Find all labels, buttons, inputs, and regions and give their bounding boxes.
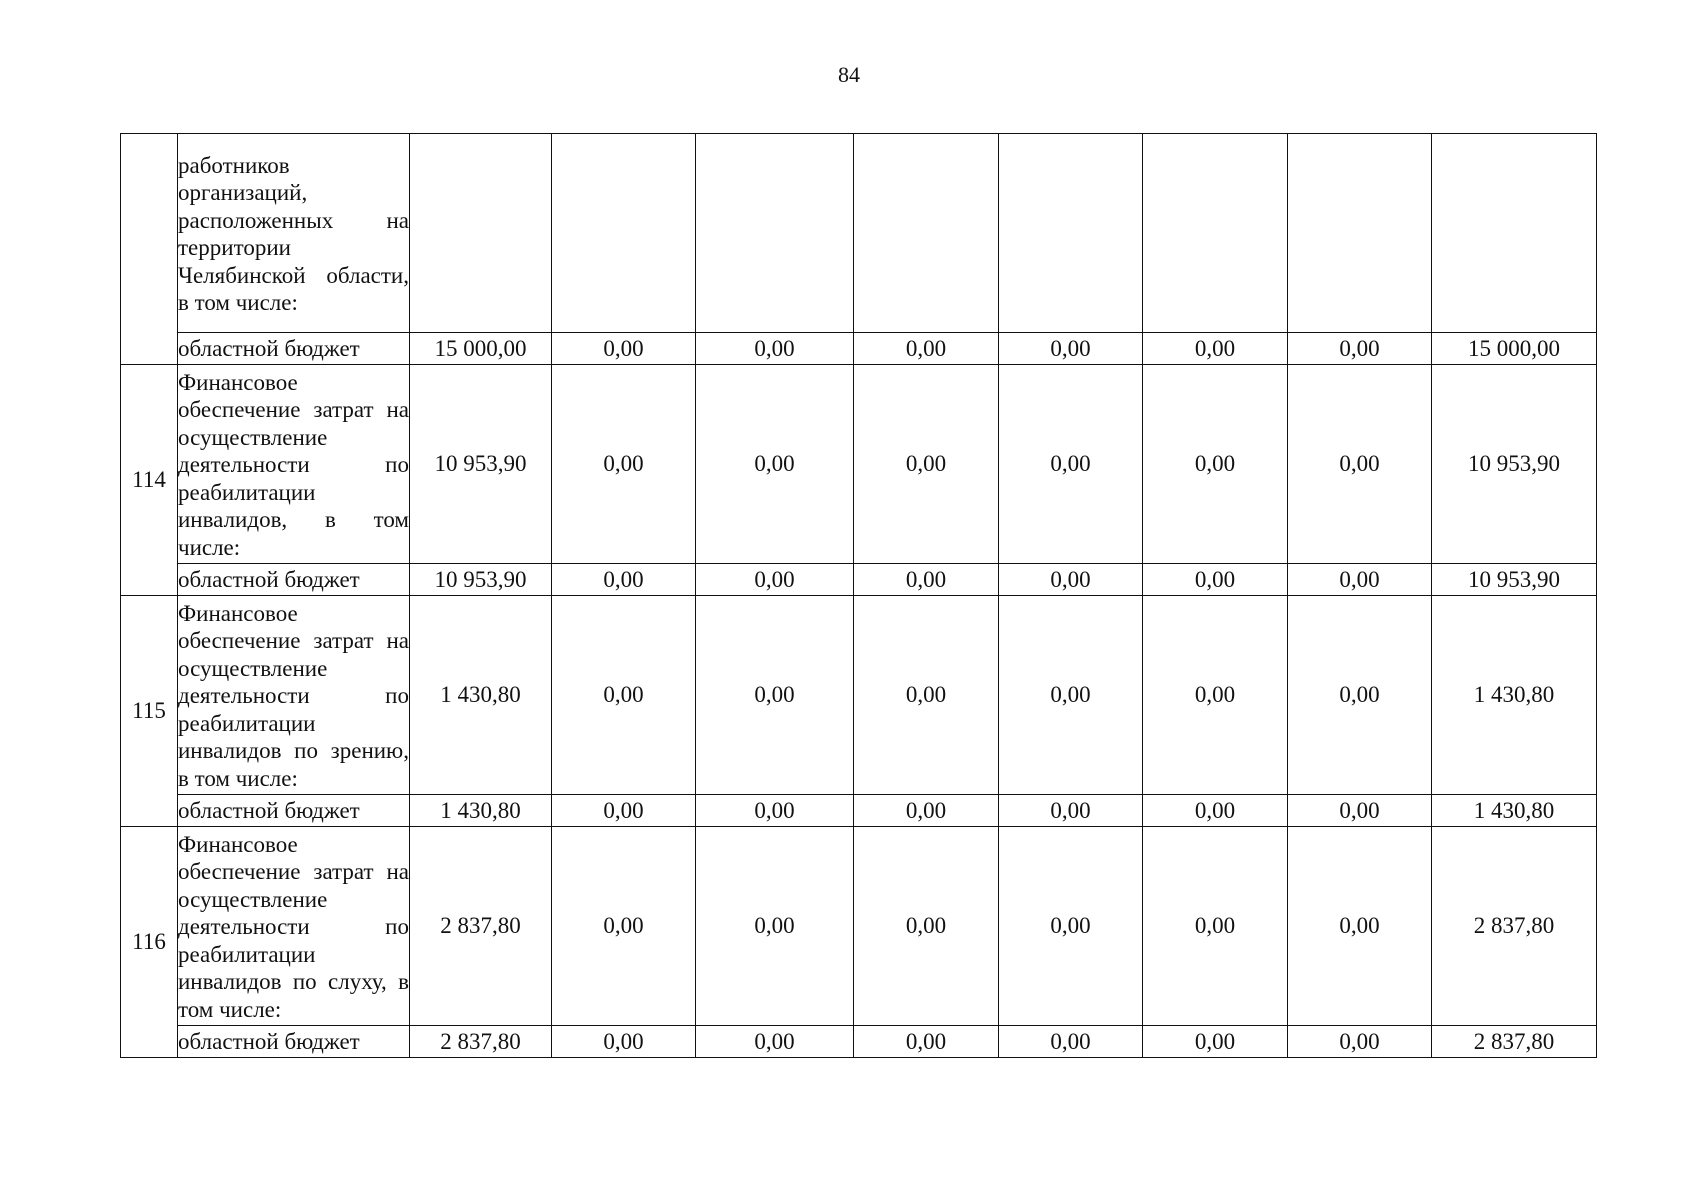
- value-cell: 10 953,90: [1432, 365, 1597, 564]
- source-value-cell: 1 430,80: [410, 795, 552, 827]
- source-value-cell: 1 430,80: [1432, 795, 1597, 827]
- source-value-cell: 0,00: [696, 564, 854, 596]
- value-cell: [1288, 134, 1432, 333]
- row-description: Финансовое обеспечение затрат на осуществление деятельности по реабилитации инвалидов, в том числе:: [178, 365, 410, 564]
- source-value-cell: 0,00: [1143, 564, 1288, 596]
- source-value-cell: 0,00: [552, 795, 696, 827]
- source-value-cell: 0,00: [854, 795, 999, 827]
- row-number: [121, 134, 178, 365]
- row-number: 116: [121, 827, 178, 1058]
- source-value-cell: 0,00: [1288, 795, 1432, 827]
- source-value-cell: 10 953,90: [1432, 564, 1597, 596]
- source-value-cell: 0,00: [1143, 795, 1288, 827]
- row-number: 115: [121, 596, 178, 827]
- budget-table: [120, 133, 1597, 1058]
- value-cell: 0,00: [854, 365, 999, 564]
- row-description: Финансовое обеспечение затрат на осуществление деятельности по реабилитации инвалидов по зрению, в том числе:: [178, 596, 410, 795]
- table-row-source: [121, 1026, 1597, 1058]
- row-number: 114: [121, 365, 178, 596]
- source-value-cell: 0,00: [696, 1026, 854, 1058]
- row-description: Финансовое обеспечение затрат на осуществление деятельности по реабилитации инвалидов по слуху, в том числе:: [178, 827, 410, 1026]
- table-row: [121, 827, 1597, 1026]
- value-cell: 0,00: [1143, 365, 1288, 564]
- value-cell: 10 953,90: [410, 365, 552, 564]
- source-value-cell: 0,00: [1143, 1026, 1288, 1058]
- source-value-cell: 0,00: [696, 333, 854, 365]
- table-row: [121, 596, 1597, 795]
- table-row: [121, 134, 1597, 333]
- source-value-cell: 0,00: [552, 333, 696, 365]
- value-cell: 0,00: [999, 827, 1143, 1026]
- value-cell: 0,00: [552, 827, 696, 1026]
- value-cell: 0,00: [1288, 827, 1432, 1026]
- row-description: работников организаций, расположенных на территории Челябинской области, в том числе:: [178, 134, 410, 333]
- source-value-cell: 15 000,00: [410, 333, 552, 365]
- value-cell: 0,00: [696, 827, 854, 1026]
- value-cell: [552, 134, 696, 333]
- source-value-cell: 0,00: [552, 564, 696, 596]
- source-value-cell: 0,00: [696, 795, 854, 827]
- source-value-cell: 2 837,80: [410, 1026, 552, 1058]
- source-value-cell: 0,00: [1288, 564, 1432, 596]
- table-row-source: [121, 795, 1597, 827]
- value-cell: [854, 134, 999, 333]
- source-value-cell: 0,00: [854, 333, 999, 365]
- source-value-cell: 0,00: [999, 1026, 1143, 1058]
- value-cell: 0,00: [999, 596, 1143, 795]
- value-cell: 0,00: [854, 827, 999, 1026]
- value-cell: 1 430,80: [1432, 596, 1597, 795]
- funding-source-label: областной бюджет: [178, 795, 410, 827]
- value-cell: 1 430,80: [410, 596, 552, 795]
- funding-source-label: областной бюджет: [178, 333, 410, 365]
- value-cell: [696, 134, 854, 333]
- table-row: [121, 365, 1597, 564]
- value-cell: 2 837,80: [410, 827, 552, 1026]
- value-cell: 2 837,80: [1432, 827, 1597, 1026]
- value-cell: 0,00: [552, 596, 696, 795]
- source-value-cell: 0,00: [999, 333, 1143, 365]
- source-value-cell: 0,00: [999, 564, 1143, 596]
- source-value-cell: 0,00: [999, 795, 1143, 827]
- value-cell: 0,00: [1143, 827, 1288, 1026]
- value-cell: 0,00: [552, 365, 696, 564]
- value-cell: [1432, 134, 1597, 333]
- source-value-cell: 0,00: [1288, 1026, 1432, 1058]
- value-cell: 0,00: [999, 365, 1143, 564]
- value-cell: 0,00: [696, 365, 854, 564]
- source-value-cell: 15 000,00: [1432, 333, 1597, 365]
- value-cell: [999, 134, 1143, 333]
- table-body: [121, 134, 1597, 1058]
- value-cell: 0,00: [854, 596, 999, 795]
- page-number: 84: [838, 62, 860, 87]
- table-row-source: [121, 333, 1597, 365]
- value-cell: 0,00: [1288, 365, 1432, 564]
- value-cell: [410, 134, 552, 333]
- source-value-cell: 0,00: [854, 564, 999, 596]
- value-cell: 0,00: [1288, 596, 1432, 795]
- value-cell: 0,00: [696, 596, 854, 795]
- table-row-source: [121, 564, 1597, 596]
- source-value-cell: 10 953,90: [410, 564, 552, 596]
- funding-source-label: областной бюджет: [178, 1026, 410, 1058]
- value-cell: 0,00: [1143, 596, 1288, 795]
- source-value-cell: 2 837,80: [1432, 1026, 1597, 1058]
- source-value-cell: 0,00: [854, 1026, 999, 1058]
- source-value-cell: 0,00: [552, 1026, 696, 1058]
- source-value-cell: 0,00: [1143, 333, 1288, 365]
- value-cell: [1143, 134, 1288, 333]
- source-value-cell: 0,00: [1288, 333, 1432, 365]
- funding-source-label: областной бюджет: [178, 564, 410, 596]
